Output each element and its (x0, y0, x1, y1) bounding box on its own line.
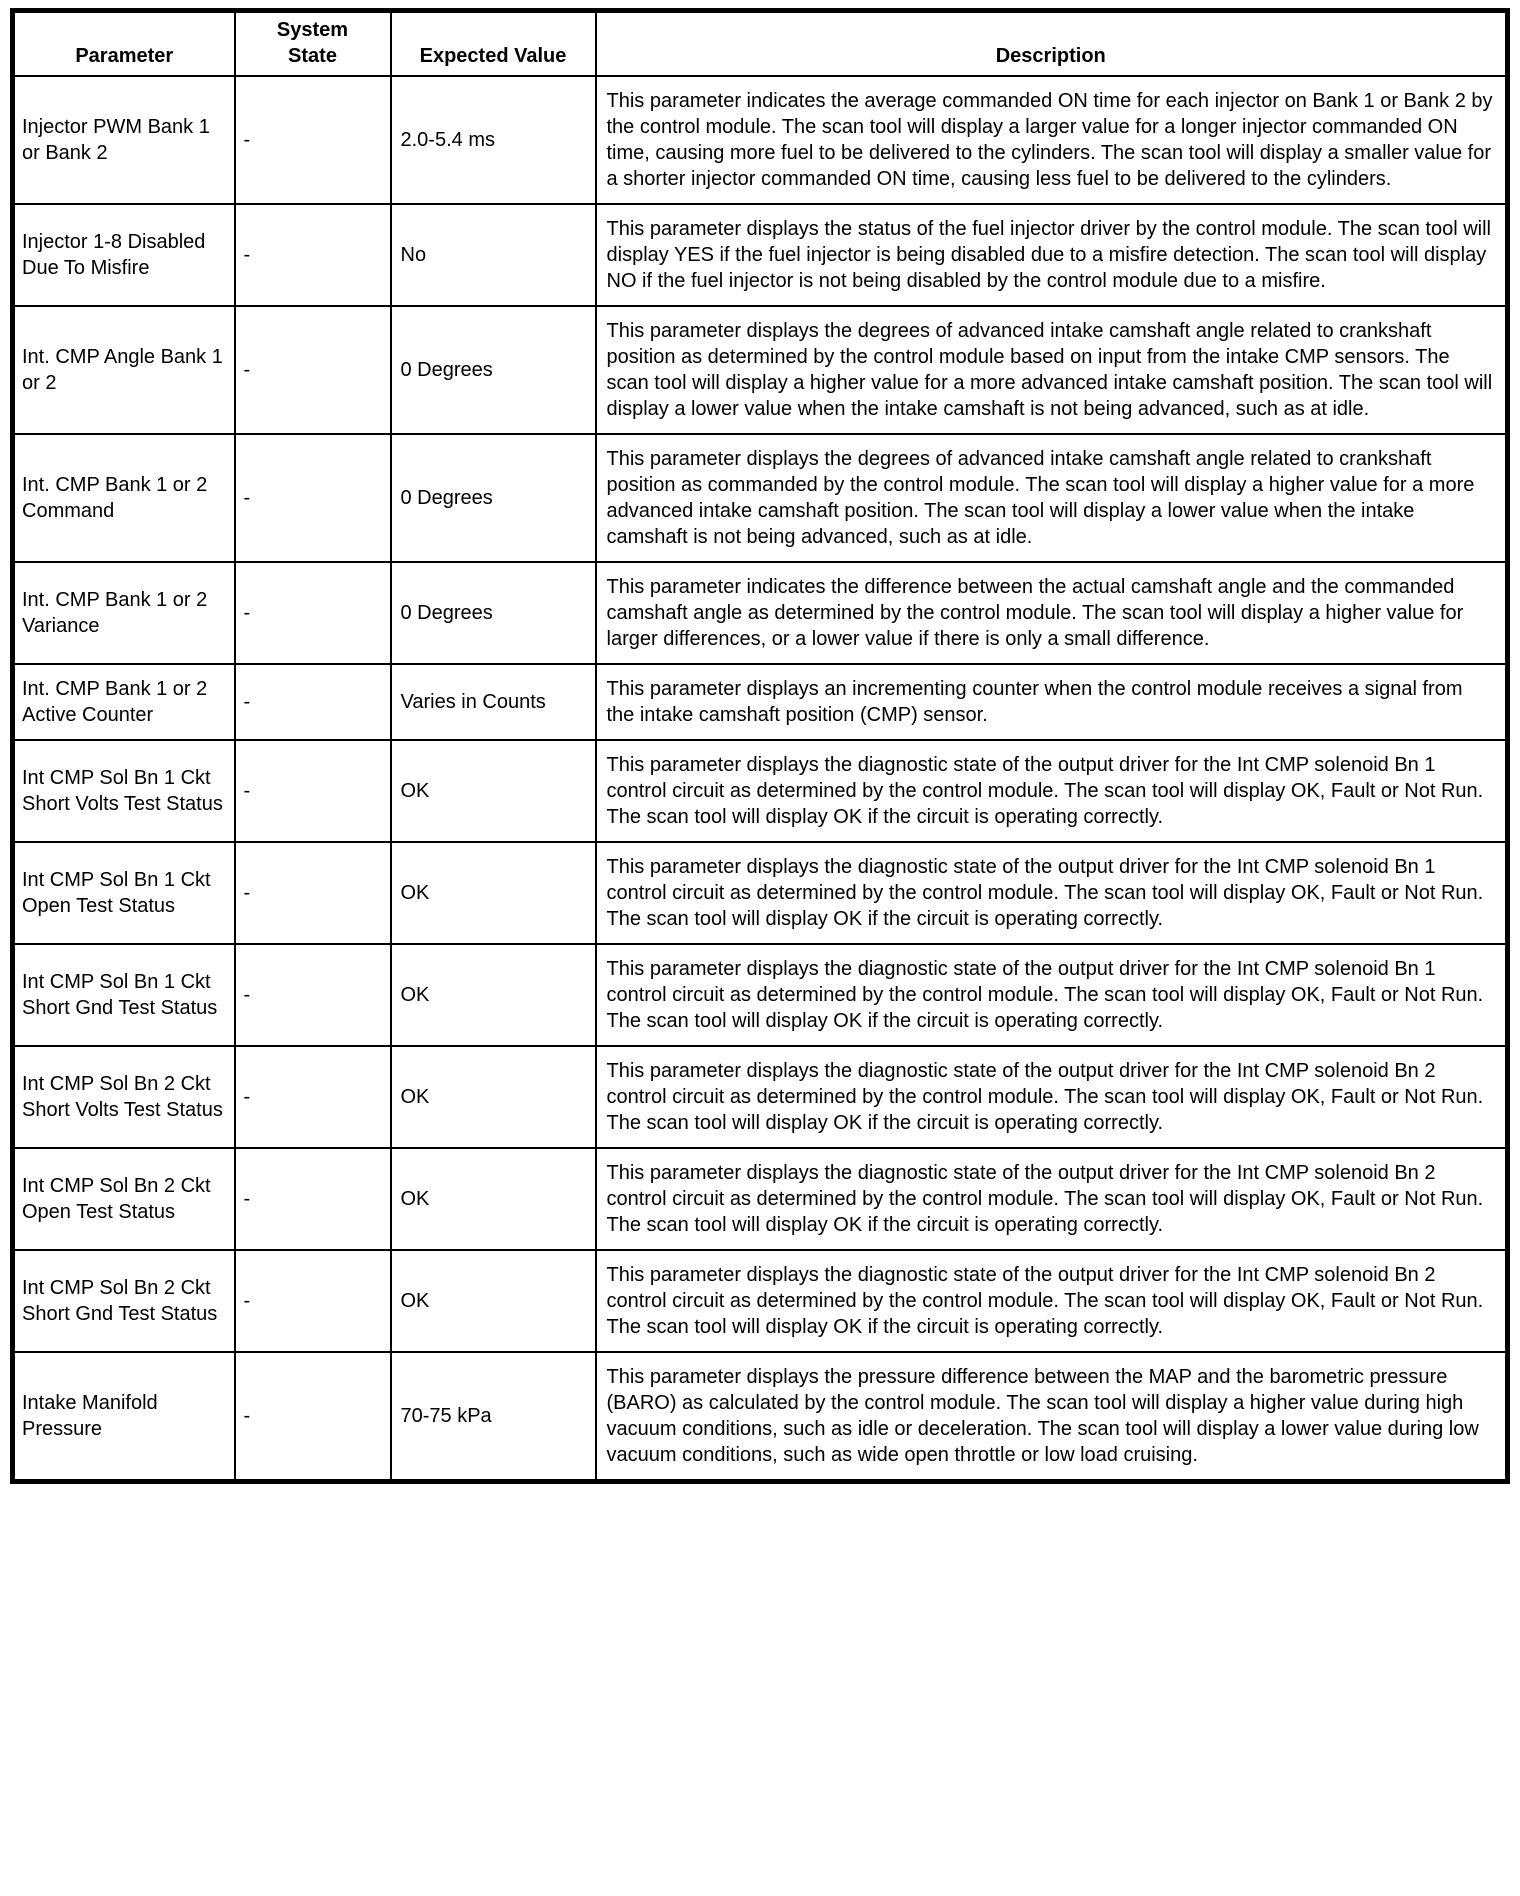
cell-system-state: - (235, 434, 391, 562)
cell-expected-value: OK (391, 1046, 596, 1148)
cell-expected-value: No (391, 204, 596, 306)
cell-system-state: - (235, 306, 391, 434)
cell-system-state: - (235, 204, 391, 306)
table-row (13, 1046, 1508, 1148)
cell-description: This parameter displays an incrementing counter when the control module receives a signal from the intake camshaft position (CMP) sensor. (596, 664, 1508, 740)
scan-tool-data-table (10, 8, 1510, 1484)
table-row (13, 306, 1508, 434)
cell-parameter: Int. CMP Bank 1 or 2 Variance (13, 562, 235, 664)
cell-expected-value: 0 Degrees (391, 434, 596, 562)
cell-description: This parameter displays the status of the fuel injector driver by the control module. The scan tool will display YES if the fuel injector is being disabled due to a misfire detection. The scan tool will display NO if the fuel injector is not being disabled by the control module due to a misfire. (596, 204, 1508, 306)
table-body (13, 76, 1508, 1482)
table-row (13, 1352, 1508, 1482)
cell-expected-value: 2.0-5.4 ms (391, 76, 596, 204)
cell-system-state: - (235, 664, 391, 740)
cell-expected-value: OK (391, 944, 596, 1046)
column-header-expected-value: Expected Value (391, 11, 596, 77)
table-row (13, 76, 1508, 204)
cell-description: This parameter displays the degrees of advanced intake camshaft angle related to crankshaft position as commanded by the control module. The scan tool will display a higher value for a more advanced intake camshaft position. The scan tool will display a lower value when the intake camshaft is not being advanced, such as at idle. (596, 434, 1508, 562)
cell-description: This parameter displays the diagnostic state of the output driver for the Int CMP solenoid Bn 1 control circuit as determined by the control module. The scan tool will display OK, Fault or Not Run. The scan tool will display OK if the circuit is operating correctly. (596, 842, 1508, 944)
cell-system-state: - (235, 76, 391, 204)
cell-expected-value: OK (391, 740, 596, 842)
cell-system-state: - (235, 944, 391, 1046)
cell-parameter: Int CMP Sol Bn 2 Ckt Open Test Status (13, 1148, 235, 1250)
cell-parameter: Int. CMP Bank 1 or 2 Command (13, 434, 235, 562)
cell-parameter: Int. CMP Angle Bank 1 or 2 (13, 306, 235, 434)
cell-system-state: - (235, 1352, 391, 1482)
cell-expected-value: 70-75 kPa (391, 1352, 596, 1482)
column-header-description: Description (596, 11, 1508, 77)
cell-parameter: Injector PWM Bank 1 or Bank 2 (13, 76, 235, 204)
cell-parameter: Int. CMP Bank 1 or 2 Active Counter (13, 664, 235, 740)
cell-system-state: - (235, 842, 391, 944)
cell-description: This parameter displays the diagnostic state of the output driver for the Int CMP solenoid Bn 1 control circuit as determined by the control module. The scan tool will display OK, Fault or Not Run. The scan tool will display OK if the circuit is operating correctly. (596, 944, 1508, 1046)
cell-system-state: - (235, 562, 391, 664)
cell-description: This parameter displays the diagnostic state of the output driver for the Int CMP solenoid Bn 2 control circuit as determined by the control module. The scan tool will display OK, Fault or Not Run. The scan tool will display OK if the circuit is operating correctly. (596, 1148, 1508, 1250)
table-row (13, 664, 1508, 740)
cell-parameter: Int CMP Sol Bn 1 Ckt Open Test Status (13, 842, 235, 944)
cell-description: This parameter indicates the average commanded ON time for each injector on Bank 1 or Bank 2 by the control module. The scan tool will display a larger value for a longer injector commanded ON time, causing more fuel to be delivered to the cylinders. The scan tool will display a smaller value for a shorter injector commanded ON time, causing less fuel to be delivered to the cylinders. (596, 76, 1508, 204)
cell-description: This parameter displays the diagnostic state of the output driver for the Int CMP solenoid Bn 2 control circuit as determined by the control module. The scan tool will display OK, Fault or Not Run. The scan tool will display OK if the circuit is operating correctly. (596, 1250, 1508, 1352)
table-row (13, 204, 1508, 306)
cell-description: This parameter indicates the difference between the actual camshaft angle and the commanded camshaft angle as determined by the control module. The scan tool will display a higher value for larger differences, or a lower value if there is only a small difference. (596, 562, 1508, 664)
cell-parameter: Int CMP Sol Bn 1 Ckt Short Volts Test Status (13, 740, 235, 842)
table-row (13, 562, 1508, 664)
cell-expected-value: Varies in Counts (391, 664, 596, 740)
table-row (13, 944, 1508, 1046)
cell-expected-value: OK (391, 1148, 596, 1250)
table-row (13, 434, 1508, 562)
cell-description: This parameter displays the degrees of advanced intake camshaft angle related to crankshaft position as determined by the control module based on input from the intake CMP sensors. The scan tool will display a higher value for a more advanced intake camshaft position. The scan tool will display a lower value when the intake camshaft is not being advanced, such as at idle. (596, 306, 1508, 434)
cell-expected-value: 0 Degrees (391, 562, 596, 664)
cell-expected-value: 0 Degrees (391, 306, 596, 434)
cell-system-state: - (235, 1250, 391, 1352)
column-header-parameter: Parameter (13, 11, 235, 77)
table-row (13, 842, 1508, 944)
cell-description: This parameter displays the pressure difference between the MAP and the barometric pressure (BARO) as calculated by the control module. The scan tool will display a higher value during high vacuum conditions, such as idle or deceleration. The scan tool will display a lower value during low vacuum conditions, such as wide open throttle or low load cruising. (596, 1352, 1508, 1482)
cell-parameter: Intake Manifold Pressure (13, 1352, 235, 1482)
cell-expected-value: OK (391, 842, 596, 944)
table-row (13, 1148, 1508, 1250)
cell-expected-value: OK (391, 1250, 596, 1352)
table-header-row (13, 11, 1508, 77)
cell-system-state: - (235, 1148, 391, 1250)
table-row (13, 740, 1508, 842)
cell-system-state: - (235, 1046, 391, 1148)
cell-description: This parameter displays the diagnostic state of the output driver for the Int CMP solenoid Bn 2 control circuit as determined by the control module. The scan tool will display OK, Fault or Not Run. The scan tool will display OK if the circuit is operating correctly. (596, 1046, 1508, 1148)
cell-description: This parameter displays the diagnostic state of the output driver for the Int CMP solenoid Bn 1 control circuit as determined by the control module. The scan tool will display OK, Fault or Not Run. The scan tool will display OK if the circuit is operating correctly. (596, 740, 1508, 842)
cell-parameter: Int CMP Sol Bn 2 Ckt Short Volts Test Status (13, 1046, 235, 1148)
cell-system-state: - (235, 740, 391, 842)
cell-parameter: Int CMP Sol Bn 1 Ckt Short Gnd Test Status (13, 944, 235, 1046)
cell-parameter: Injector 1-8 Disabled Due To Misfire (13, 204, 235, 306)
table-header (13, 11, 1508, 77)
cell-parameter: Int CMP Sol Bn 2 Ckt Short Gnd Test Status (13, 1250, 235, 1352)
table-row (13, 1250, 1508, 1352)
column-header-system-state: System State (235, 11, 391, 77)
